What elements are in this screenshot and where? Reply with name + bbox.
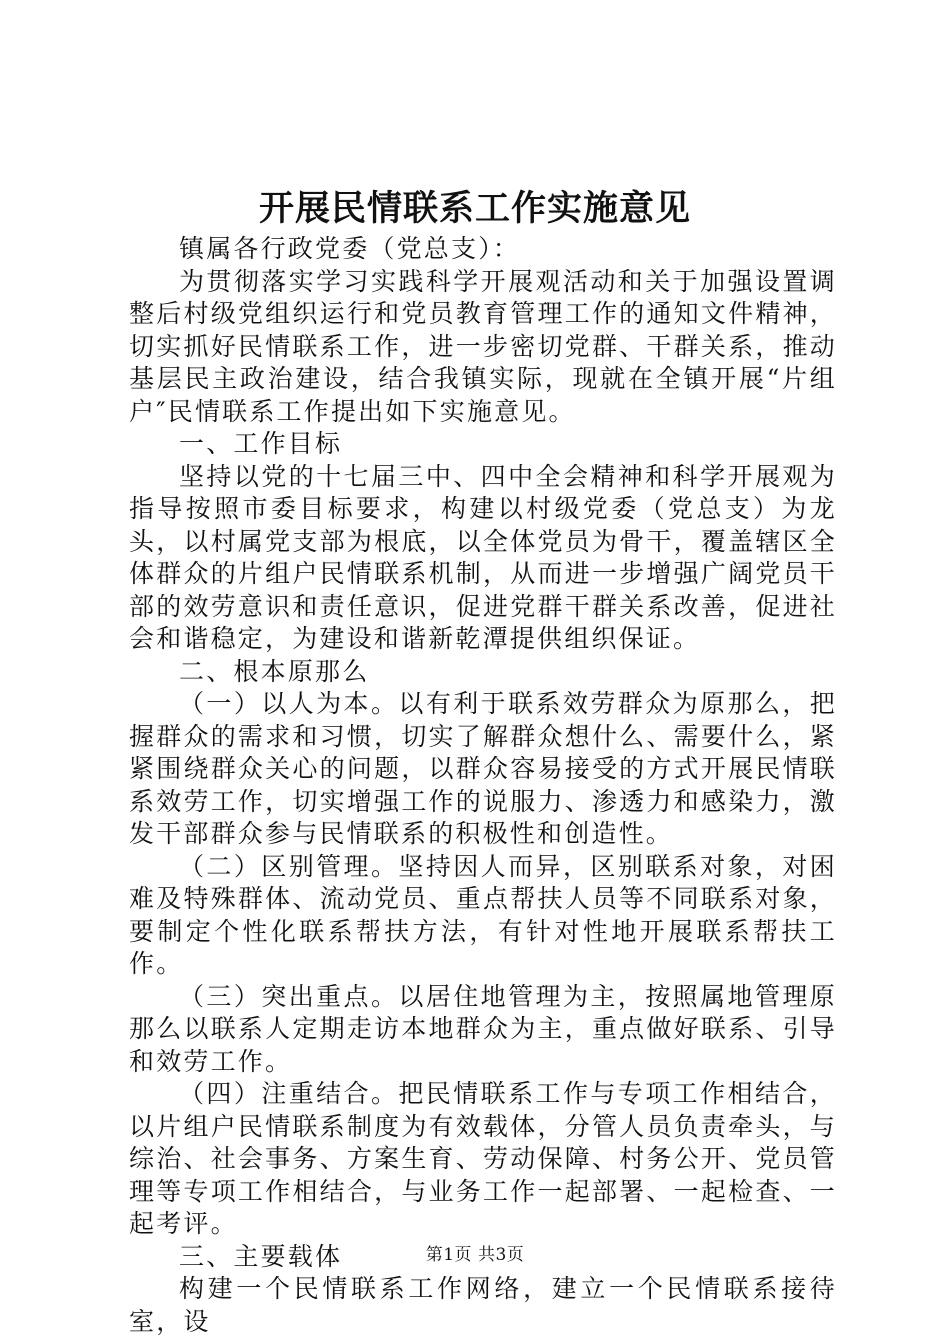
salutation: 镇属各行政党委（党总支）： — [179, 234, 521, 263]
principle-paragraph-1: （一）以人为本。以有利于联系效劳群众为原那么，把握群众的需求和习惯，切实了解群众想什么、需要什么，紧紧围绕群众关心的问题，以群众容易接受的方式开展民情联系效劳工作，切实增强工作的说服力、渗透力和感染力，激发干部群众参与民情联系的积极性和创造性。 — [129, 689, 837, 848]
carriers-paragraph: 构建一个民情联系工作网络，建立一个民情联系接待室，设 — [129, 1274, 837, 1336]
document-title: 开展民情联系工作实施意见 — [258, 188, 691, 229]
document-body — [129, 233, 837, 1338]
goals-paragraph: 坚持以党的十七届三中、四中全会精神和科学开展观为指导按照市委目标要求，构建以村级党委（党总支）为龙头，以村属党支部为根底，以全体党员为骨干，覆盖辖区全体群众的片组户民情联系机制，从而进一步增强广阔党员干部的效劳意识和责任意识，促进党群干群关系改善，促进社会和谐稳定，为建设和谐新乾潭提供组织保证。 — [129, 461, 837, 653]
section-heading-carriers: 三、主要载体 — [179, 1241, 343, 1271]
page-footer: 第1页 共3页 — [425, 1245, 525, 1265]
principle-paragraph-4: （四）注重结合。把民情联系工作与专项工作相结合，以片组户民情联系制度为有效载体，分管人员负责牵头，与综治、社会事务、方案生育、劳动保障、村务公开、党员管理等专项工作相结合，与业务工作一起部署、一起检查、一起考评。 — [129, 1079, 837, 1238]
intro-paragraph: 为贯彻落实学习实践科学开展观活动和关于加强设置调整后村级党组织运行和党员教育管理工作的通知文件精神，切实抓好民情联系工作，进一步密切党群、干群关系，推动基层民主政治建设，结合我镇实际，现就在全镇开展“片组户″民情联系工作提出如下实施意见。 — [129, 266, 837, 426]
section-heading-goals: 一、工作目标 — [179, 429, 343, 458]
principle-paragraph-2: （二）区别管理。坚持因人而异，区别联系对象，对困难及特殊群体、流动党员、重点帮扶人员等不同联系对象，要制定个性化联系帮扶方法，有针对性地开展联系帮扶工作。 — [129, 851, 837, 978]
principle-paragraph-3: （三）突出重点。以居住地管理为主，按照属地管理原那么以联系人定期走访本地群众为主，重点做好联系、引导和效劳工作。 — [129, 981, 837, 1076]
section-heading-principles: 二、根本原那么 — [179, 656, 370, 686]
